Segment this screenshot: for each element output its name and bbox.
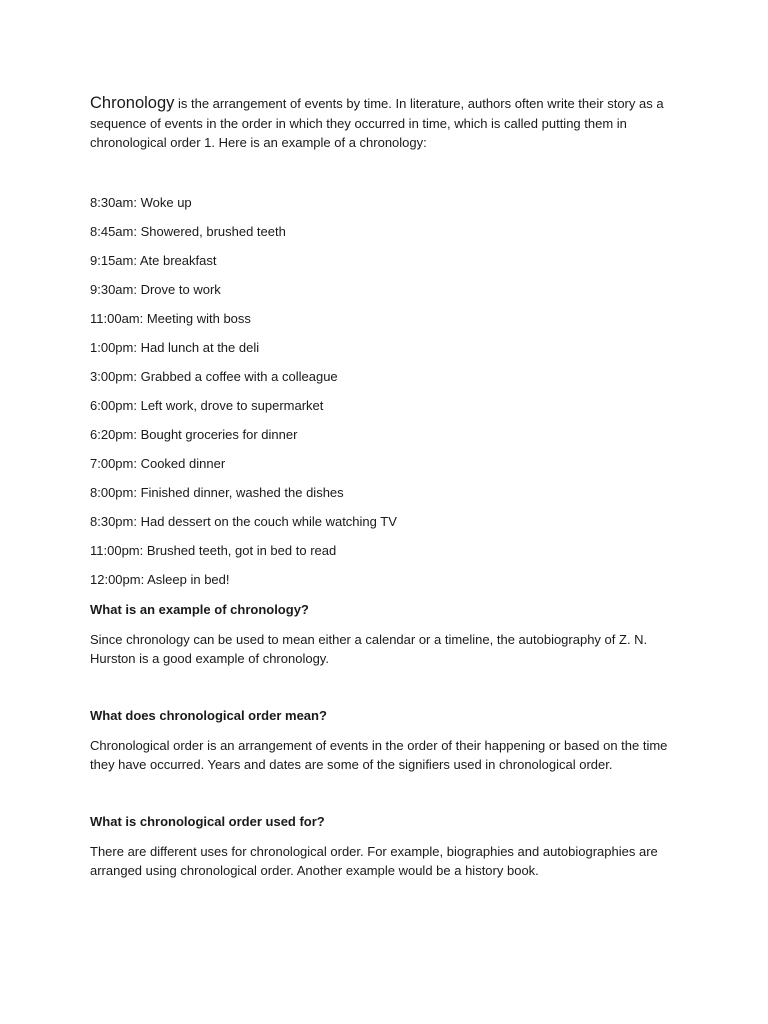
question-heading: What does chronological order mean?: [90, 708, 327, 723]
intro-lead-term: Chronology: [90, 94, 175, 112]
chronology-item: 9:15am: Ate breakfast: [90, 253, 217, 268]
chronology-item: 11:00am: Meeting with boss: [90, 311, 251, 326]
chronology-item: 1:00pm: Had lunch at the deli: [90, 340, 260, 355]
chronology-item: 11:00pm: Brushed teeth, got in bed to read: [90, 543, 337, 558]
chronology-item: 6:00pm: Left work, drove to supermarket: [90, 398, 324, 413]
intro-paragraph: [90, 94, 670, 153]
chronology-item: 9:30am: Drove to work: [90, 282, 221, 297]
qa-section-example: [90, 601, 680, 668]
qa-section-meaning: [90, 707, 680, 774]
question-heading: What is an example of chronology?: [90, 602, 309, 617]
chronology-item: 8:30am: Woke up: [90, 195, 192, 210]
chronology-item: 8:30pm: Had dessert on the couch while watching TV: [90, 514, 397, 529]
question-heading: What is chronological order used for?: [90, 814, 325, 829]
chronology-item: 8:45am: Showered, brushed teeth: [90, 224, 286, 239]
chronology-list: [90, 194, 690, 600]
qa-section-uses: [90, 813, 680, 880]
answer-paragraph: Chronological order is an arrangement of events in the order of their happening or based on the time they have occurred. Years and dates are some of the signifiers used in chronological order.: [90, 738, 668, 772]
answer-paragraph: There are different uses for chronological order. For example, biographies and autobiographies are arranged using chronological order. Another example would be a history book.: [90, 844, 658, 878]
chronology-item: 12:00pm: Asleep in bed!: [90, 572, 230, 587]
chronology-item: 3:00pm: Grabbed a coffee with a colleague: [90, 369, 338, 384]
chronology-item: 8:00pm: Finished dinner, washed the dishes: [90, 485, 344, 500]
chronology-item: 7:00pm: Cooked dinner: [90, 456, 226, 471]
chronology-item: 6:20pm: Bought groceries for dinner: [90, 427, 298, 442]
intro-text: is the arrangement of events by time. In literature, authors often write their story as a sequence of events in the order in which they occurred in time, which is called putting them in chronological order 1. Here is an example of a chronology:: [90, 96, 664, 150]
answer-paragraph: Since chronology can be used to mean either a calendar or a timeline, the autobiography of Z. N. Hurston is a good example of chronology.: [90, 632, 648, 666]
